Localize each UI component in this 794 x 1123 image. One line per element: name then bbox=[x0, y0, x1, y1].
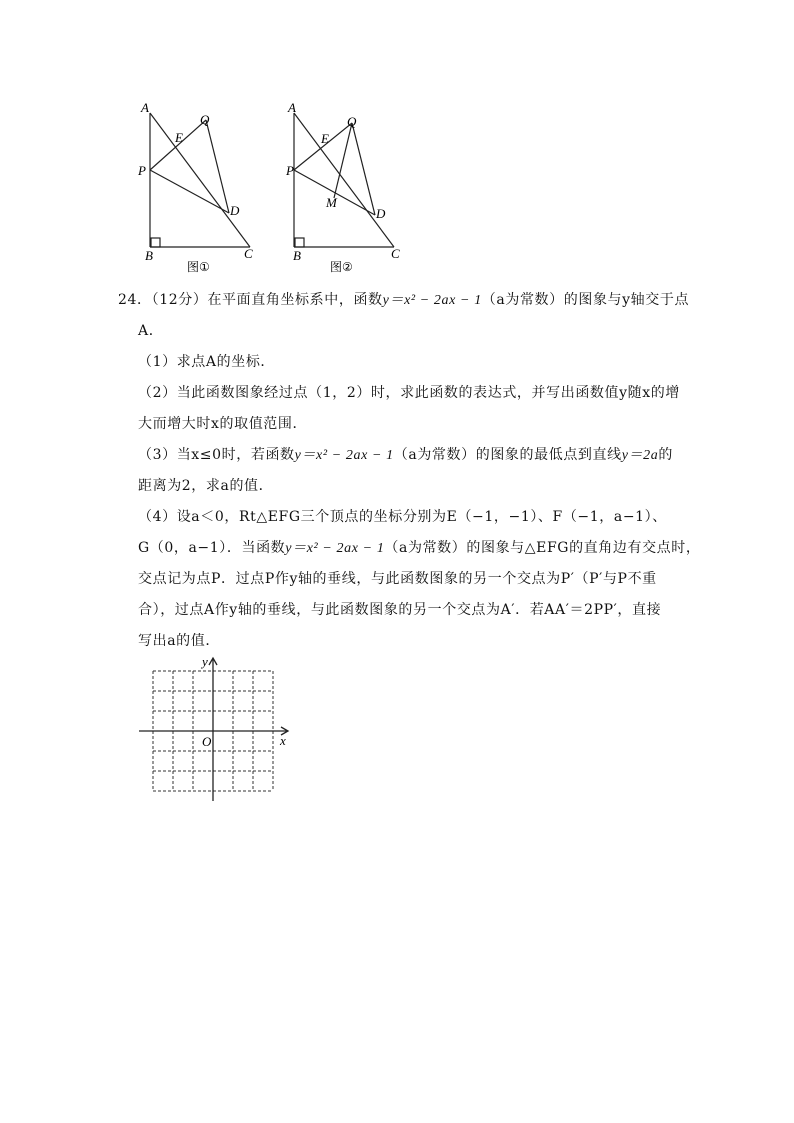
figure-2-caption: 图② bbox=[330, 260, 353, 274]
part-4-line-5: 写出a的值． bbox=[138, 633, 220, 649]
part-4-line-2: G（0，a−1）．当函数y＝x² − 2ax − 1（a为常数）的图象与△EFG的直角边有交点时， bbox=[138, 540, 701, 556]
label-C: C bbox=[244, 246, 253, 261]
part-1: （1）求点A的坐标． bbox=[138, 354, 276, 370]
label-D: D bbox=[230, 203, 240, 218]
problem-line-2: A． bbox=[138, 323, 164, 339]
figure-2 bbox=[274, 95, 409, 280]
part-4-line-3: 交点记为点P．过点P作y轴的垂线，与此函数图象的另一个交点为P′（P′与P不重 bbox=[138, 571, 657, 587]
label-E: E bbox=[175, 130, 183, 145]
part-2-line-1: （2）当此函数图象经过点（1，2）时，求此函数的表达式，并写出函数值y随x的增 bbox=[138, 385, 680, 401]
part-3-line-1: （3）当x≤0时，若函数y＝x² − 2ax − 1（a为常数）的图象的最低点到直线y＝2a的 bbox=[138, 447, 673, 463]
label-M: M bbox=[326, 195, 337, 210]
problem-number: 24． bbox=[118, 292, 152, 308]
coordinate-grid bbox=[135, 653, 300, 803]
y-axis-label: y bbox=[202, 654, 208, 669]
label-B: B bbox=[293, 248, 301, 263]
label-A: A bbox=[141, 100, 149, 115]
label-Q: Q bbox=[200, 112, 210, 127]
function-expression: y＝x² − 2ax − 1 bbox=[382, 293, 482, 308]
problem-line-1: 24．（12分）在平面直角坐标系中，函数y＝x² − 2ax − 1（a为常数）的图象与y轴交于点 bbox=[118, 292, 690, 308]
label-C: C bbox=[391, 246, 400, 261]
part-2-line-2: 大而增大时x的取值范围． bbox=[138, 416, 308, 432]
label-P: P bbox=[286, 163, 294, 178]
figure-1 bbox=[130, 95, 265, 280]
origin-label: O bbox=[202, 734, 212, 749]
label-D: D bbox=[376, 206, 386, 221]
label-B: B bbox=[145, 248, 153, 263]
part-4-line-4: 合），过点A作y轴的垂线，与此函数图象的另一个交点为A′．若AA′＝2PP′，直接 bbox=[138, 602, 662, 618]
label-Q: Q bbox=[347, 114, 357, 129]
figure-1-caption: 图① bbox=[187, 260, 210, 274]
problem-score: （12分） bbox=[151, 292, 208, 308]
label-E: E bbox=[321, 131, 329, 146]
x-axis-label: x bbox=[280, 733, 286, 748]
label-P: P bbox=[138, 163, 146, 178]
part-3-line-2: 距离为2，求a的值． bbox=[138, 478, 274, 494]
part-4-line-1: （4）设a＜0，Rt△EFG三个顶点的坐标分别为E（−1，−1）、F（−1，a−1）、 bbox=[138, 509, 667, 525]
label-A: A bbox=[288, 100, 296, 115]
